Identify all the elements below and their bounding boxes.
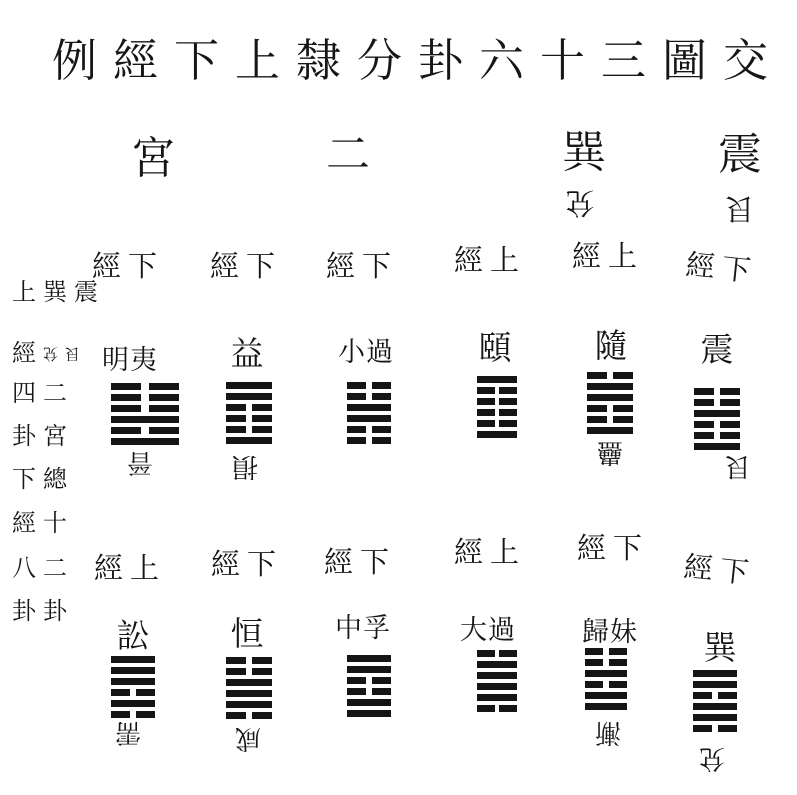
page-title: 例經下上隸分卦六十三圖交 — [52, 34, 785, 87]
yin-line — [226, 712, 272, 719]
classic-position-label: 經上 — [453, 243, 527, 277]
classic-position-label: 經上 — [571, 239, 645, 273]
margin-char: 卦 — [12, 422, 36, 450]
yin-line — [347, 426, 391, 433]
margin-char: 上 — [12, 278, 36, 306]
yang-line — [587, 383, 633, 390]
yin-line — [477, 387, 517, 394]
margin-char: 二 — [43, 379, 67, 407]
yang-line — [693, 714, 737, 721]
margin-char: 卦 — [12, 597, 36, 625]
margin-char: 二 — [43, 554, 67, 582]
hexagram-name-daguo: 大過 — [460, 615, 516, 646]
yang-line — [694, 410, 740, 417]
inverse-hexagram-name-rotated-jian: 漸 — [594, 717, 622, 747]
yin-line — [585, 648, 627, 655]
hexagram-name-xun: 巽 — [703, 628, 737, 667]
margin-char: 四 — [12, 379, 36, 407]
hexagram-name-yi: 益 — [230, 334, 264, 373]
yin-line — [347, 688, 391, 695]
hexagram-figure-mingyi — [111, 383, 179, 449]
margin-rotated-glyph: 兌 — [43, 344, 59, 363]
hexagram-figure-song — [111, 656, 155, 722]
yin-line — [587, 416, 633, 423]
margin-char: 經 — [12, 509, 36, 537]
yang-line — [347, 655, 391, 662]
hexagram-figure-xiaoguo — [347, 382, 391, 448]
yang-line — [693, 681, 737, 688]
inverse-hexagram-name-rotated-xu: 需 — [114, 717, 142, 747]
yang-line — [585, 692, 627, 699]
yin-line — [585, 681, 627, 688]
yin-line — [226, 404, 272, 411]
yang-line — [477, 683, 517, 690]
hexagram-name-zhongfu: 中孚 — [335, 613, 391, 644]
classic-position-label: 經下 — [323, 545, 397, 579]
yin-line — [694, 388, 740, 395]
margin-char: 震 — [74, 278, 98, 306]
yang-line — [347, 699, 391, 706]
margin-note-row — [12, 280, 98, 304]
hexagram-name-guimei: 歸妹 — [582, 617, 638, 648]
yang-line — [347, 666, 391, 673]
header-zhen-palace-label: 震 — [718, 129, 762, 180]
margin-char: 十 — [43, 509, 67, 537]
inverse-hexagram-name-rotated-xian: 咸 — [234, 723, 262, 753]
yin-line — [347, 677, 391, 684]
hexagram-figure-yi-nourish — [477, 376, 517, 442]
classic-position-label: 經上 — [453, 535, 527, 569]
classic-position-label: 經下 — [576, 531, 650, 565]
yang-line — [585, 670, 627, 677]
margin-char: 卦 — [43, 597, 67, 625]
margin-char: 八 — [12, 554, 36, 582]
yang-line — [693, 670, 737, 677]
header-gong-label: 宮 — [131, 133, 175, 184]
yang-line — [347, 415, 391, 422]
yin-line — [111, 383, 179, 390]
yin-line — [694, 399, 740, 406]
margin-note-row — [12, 556, 67, 580]
hexagram-name-mingyi: 明夷 — [102, 345, 158, 376]
yang-line — [226, 382, 272, 389]
yin-line — [226, 657, 272, 664]
hexagram-name-sui: 隨 — [594, 326, 628, 365]
margin-note-row — [12, 467, 67, 491]
yang-line — [226, 701, 272, 708]
yang-line — [111, 416, 179, 423]
yang-line — [587, 427, 633, 434]
classic-position-label: 經下 — [682, 549, 758, 591]
classic-position-label: 經上 — [93, 551, 167, 585]
inverse-hexagram-name-rotated-gen: 艮 — [724, 451, 752, 481]
hexagram-name-song: 訟 — [116, 616, 150, 655]
yin-line — [226, 415, 272, 422]
margin-note-row — [12, 599, 67, 623]
yin-line — [693, 692, 737, 699]
hexagram-name-heng: 恒 — [230, 614, 264, 653]
hexagram-figure-daguo — [477, 650, 517, 716]
yang-line — [477, 661, 517, 668]
hexagram-name-xiaoguo: 小過 — [338, 337, 394, 368]
hexagram-figure-sui — [587, 372, 633, 438]
header-er-label: 二 — [326, 129, 370, 180]
yin-line — [111, 394, 179, 401]
yang-line — [111, 438, 179, 445]
yang-line — [587, 394, 633, 401]
yin-line — [477, 409, 517, 416]
classic-position-label: 經下 — [325, 249, 399, 283]
yang-line — [477, 672, 517, 679]
classic-position-label: 經下 — [684, 247, 760, 289]
yin-line — [694, 432, 740, 439]
yang-line — [226, 679, 272, 686]
yin-line — [347, 437, 391, 444]
hexagram-figure-zhongfu — [347, 655, 391, 721]
margin-char: 總 — [43, 465, 67, 493]
hexagram-figure-xun — [693, 670, 737, 736]
yin-line — [477, 420, 517, 427]
header-xun-inverse-rotated-glyph: 兌 — [565, 186, 595, 220]
header-zhen-inverse-rotated-glyph: 艮 — [725, 192, 755, 226]
header-xun-palace-label: 巽 — [562, 127, 606, 178]
margin-note-row — [12, 511, 67, 535]
yang-line — [694, 443, 740, 450]
yin-line — [694, 421, 740, 428]
margin-note-row — [12, 341, 80, 365]
yin-line — [477, 705, 517, 712]
yang-line — [111, 678, 155, 685]
hexagram-figure-yi — [226, 382, 272, 448]
margin-rotated-glyph: 艮 — [65, 344, 81, 363]
margin-char: 下 — [12, 465, 36, 493]
yang-line — [477, 694, 517, 701]
yin-line — [226, 426, 272, 433]
classic-position-label: 經下 — [91, 249, 165, 283]
inverse-hexagram-name-rotated-dui: 兌 — [698, 743, 726, 773]
inverse-hexagram-name-rotated-jin: 晉 — [126, 447, 154, 477]
yang-line — [226, 437, 272, 444]
yin-line — [347, 382, 391, 389]
margin-char: 宮 — [43, 422, 67, 450]
yang-line — [111, 700, 155, 707]
classic-position-label: 經下 — [209, 249, 283, 283]
yang-line — [111, 667, 155, 674]
classic-position-label: 經下 — [210, 547, 284, 581]
inverse-hexagram-name-rotated-gu: 蠱 — [596, 437, 624, 467]
inverse-hexagram-name-rotated-sun: 損 — [231, 451, 259, 481]
yang-line — [693, 703, 737, 710]
yin-line — [693, 725, 737, 732]
yang-line — [477, 376, 517, 383]
margin-note-row — [12, 424, 67, 448]
yang-line — [347, 710, 391, 717]
hexagram-name-yi-nourish: 頤 — [478, 328, 512, 367]
hexagram-figure-zhen — [694, 388, 740, 454]
yin-line — [587, 372, 633, 379]
yin-line — [111, 689, 155, 696]
yang-line — [226, 690, 272, 697]
margin-char: 巽 — [43, 278, 67, 306]
yin-line — [587, 405, 633, 412]
yin-line — [111, 405, 179, 412]
yin-line — [226, 668, 272, 675]
hexagram-name-zhen: 震 — [700, 330, 734, 369]
hexagram-figure-heng — [226, 657, 272, 723]
margin-note-row — [12, 381, 67, 405]
hexagram-figure-guimei — [585, 648, 627, 714]
yang-line — [477, 431, 517, 438]
yang-line — [111, 656, 155, 663]
yin-line — [477, 650, 517, 657]
yang-line — [347, 404, 391, 411]
margin-char: 經 — [12, 339, 36, 367]
yin-line — [111, 427, 179, 434]
yin-line — [477, 398, 517, 405]
yang-line — [585, 703, 627, 710]
yin-line — [347, 393, 391, 400]
yang-line — [226, 393, 272, 400]
yin-line — [585, 659, 627, 666]
